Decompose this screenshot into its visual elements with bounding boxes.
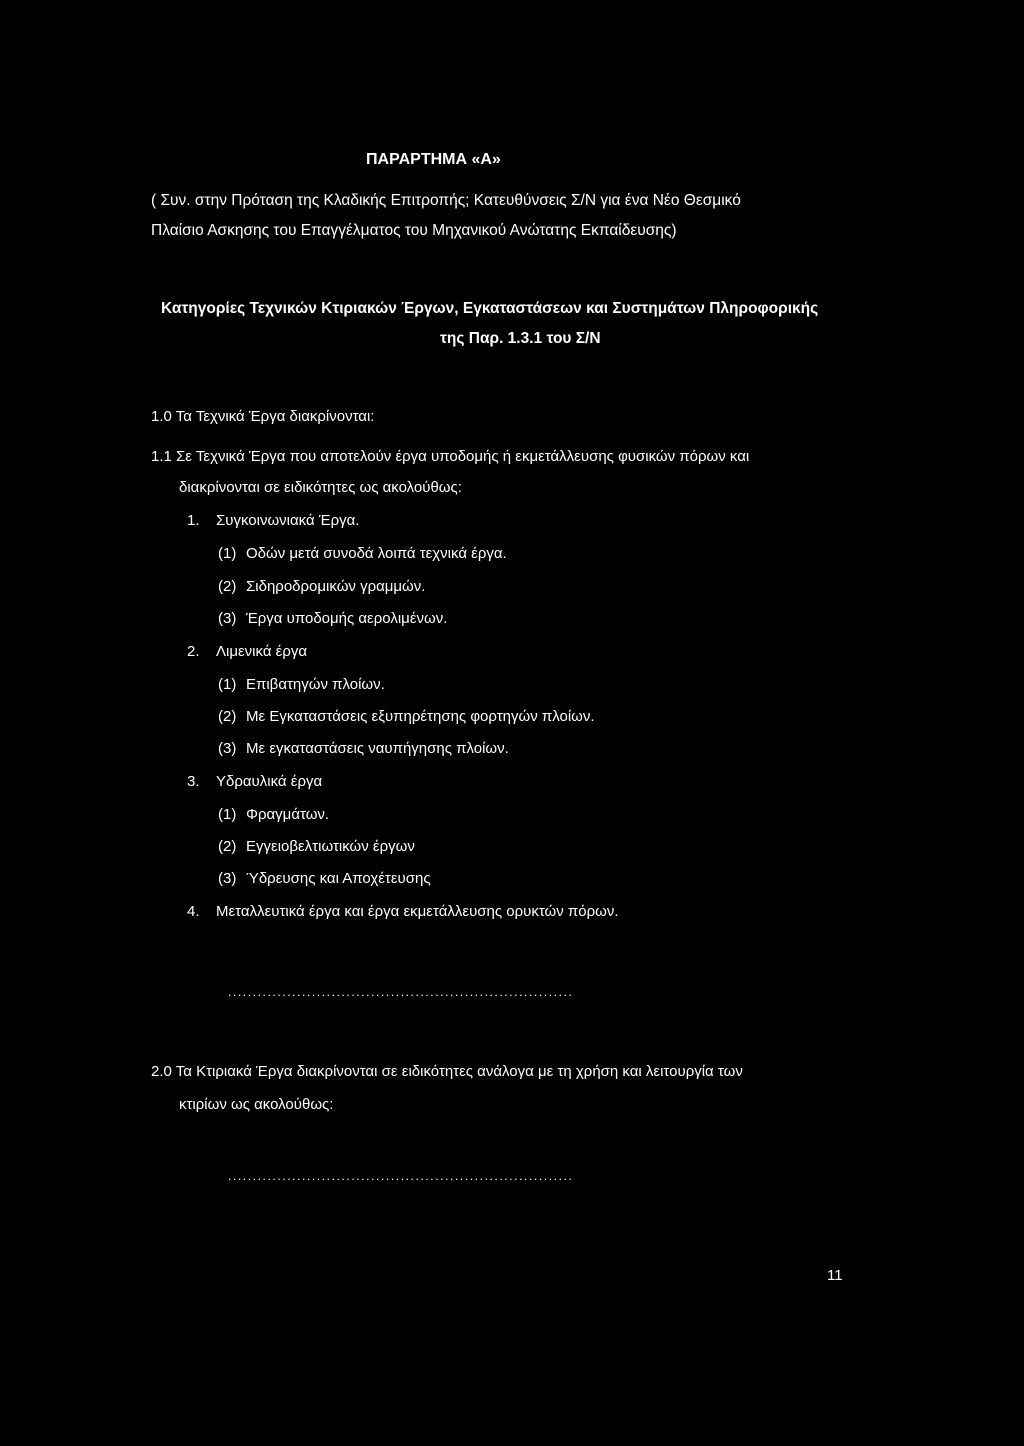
item-label: Έργα υποδομής αερολιμένων. xyxy=(246,610,448,627)
item-number: (1) xyxy=(218,545,237,562)
ellipsis-separator: ...................................................................... xyxy=(228,985,574,999)
item-label: Φραγμάτων. xyxy=(246,806,330,823)
heading-line-1: Κατηγορίες Τεχνικών Κτιριακών Έργων, Εγκαταστάσεων και Συστημάτων Πληροφορικής xyxy=(161,300,819,317)
item-label: Επιβατηγών πλοίων. xyxy=(246,676,385,693)
subsection-1-1-line-2: διακρίνονται σε ειδικότητες ως ακολούθως: xyxy=(179,479,462,496)
section-1-title: 1.0 Τα Τεχνικά Έργα διακρίνονται: xyxy=(151,408,375,425)
item-label: Με εγκαταστάσεις ναυπήγησης πλοίων. xyxy=(246,740,509,757)
item-number: (1) xyxy=(218,806,237,823)
subsection-1-1-line-1: 1.1 Σε Τεχνικά Έργα που αποτελούν έργα υποδομής ή εκμετάλλευσης φυσικών πόρων και xyxy=(151,448,750,465)
item-number: (2) xyxy=(218,578,237,595)
category-label: Υδραυλικά έργα xyxy=(216,773,323,790)
category-number: 2. xyxy=(187,643,200,660)
intro-line-1: ( Συν. στην Πρόταση της Κλαδικής Επιτροπής; Κατευθύνσεις Σ/Ν για ένα Νέο Θεσμικό xyxy=(151,192,741,209)
intro-line-2: Πλαίσιο Ασκησης του Επαγγέλματος του Μηχανικού Ανώτατης Εκπαίδευσης) xyxy=(151,222,677,239)
annex-title: ΠΑΡΑΡΤΗΜΑ «Α» xyxy=(366,151,501,168)
category-label: Λιμενικά έργα xyxy=(216,643,308,660)
item-label: Ύδρευσης και Αποχέτευσης xyxy=(246,870,431,887)
item-label: Σιδηροδρομικών γραμμών. xyxy=(246,578,426,595)
item-number: (3) xyxy=(218,740,237,757)
category-label: Μεταλλευτικά έργα και έργα εκμετάλλευσης ορυκτών πόρων. xyxy=(216,903,619,920)
section-2-title-line-2: κτιρίων ως ακολούθως: xyxy=(179,1096,334,1113)
heading-line-2: της Παρ. 1.3.1 του Σ/Ν xyxy=(440,330,601,347)
item-label: Εγγειοβελτιωτικών έργων xyxy=(246,838,415,855)
category-number: 4. xyxy=(187,903,200,920)
item-label: Οδών μετά συνοδά λοιπά τεχνικά έργα. xyxy=(246,545,507,562)
item-number: (3) xyxy=(218,870,237,887)
item-number: (1) xyxy=(218,676,237,693)
item-label: Με Εγκαταστάσεις εξυπηρέτησης φορτηγών πλοίων. xyxy=(246,708,595,725)
item-number: (2) xyxy=(218,838,237,855)
category-number: 3. xyxy=(187,773,200,790)
item-number: (2) xyxy=(218,708,237,725)
category-label: Συγκοινωνιακά Έργα. xyxy=(216,512,360,529)
section-2-title-line-1: 2.0 Τα Κτιριακά Έργα διακρίνονται σε ειδικότητες ανάλογα με τη χρήση και λειτουργία των xyxy=(151,1063,743,1080)
item-number: (3) xyxy=(218,610,237,627)
page-number: 11 xyxy=(827,1267,843,1284)
ellipsis-separator: ...................................................................... xyxy=(228,1169,574,1183)
category-number: 1. xyxy=(187,512,200,529)
